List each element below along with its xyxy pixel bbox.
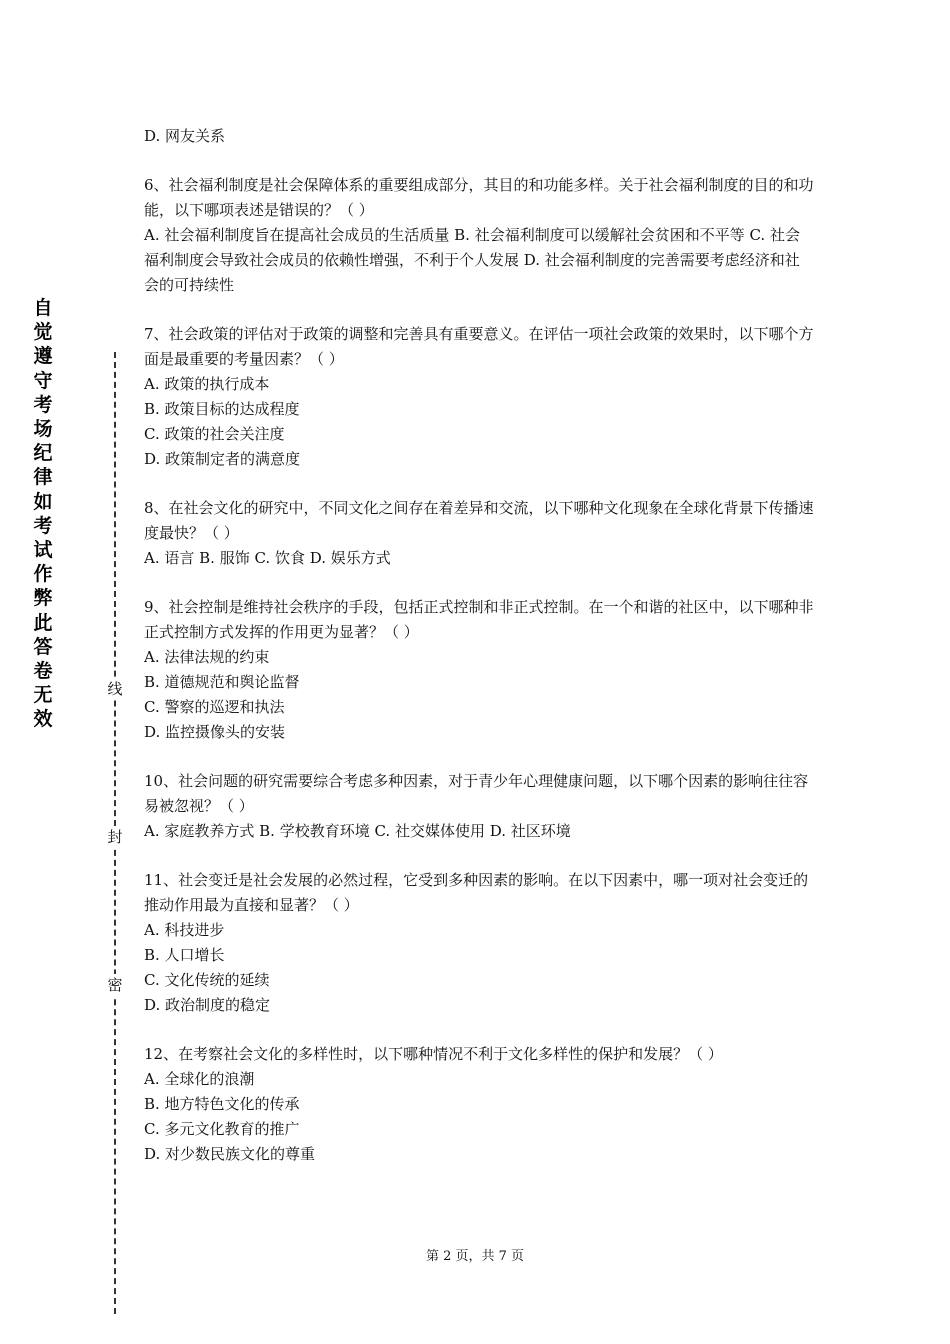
option-b: B. 地方特色文化的传承 bbox=[144, 1095, 300, 1113]
option-c: C. 多元文化教育的推广 bbox=[144, 1120, 300, 1138]
option-a: A. 科技进步 bbox=[144, 921, 225, 939]
binding-mark-seal: 封 bbox=[105, 826, 125, 848]
page-number-footer: 第 2 页，共 7 页 bbox=[425, 1249, 525, 1264]
question-stem: 12、在考察社会文化的多样性时，以下哪种情况不利于文化多样性的保护和发展？（ ） bbox=[144, 1045, 723, 1063]
question-content bbox=[144, 124, 814, 1191]
option-d: D. 政策制定者的满意度 bbox=[144, 450, 301, 468]
option-a: A. 政策的执行成本 bbox=[144, 375, 270, 393]
question-10 bbox=[144, 769, 814, 844]
option-b: B. 政策目标的达成程度 bbox=[144, 400, 300, 418]
question-stem: 7、社会政策的评估对于政策的调整和完善具有重要意义。在评估一项社会政策的效果时，以下哪个方面是最重要的考量因素？（ ） bbox=[144, 325, 814, 368]
question-11 bbox=[144, 868, 814, 1018]
option-a: A. 法律法规的约束 bbox=[144, 648, 270, 666]
binding-mark-secret: 密 bbox=[105, 974, 125, 996]
option-d: D. 政治制度的稳定 bbox=[144, 996, 271, 1014]
question-stem: 10、社会问题的研究需要综合考虑多种因素，对于青少年心理健康问题，以下哪个因素的影响往往容易被忽视？（ ） bbox=[144, 772, 809, 815]
question-options: A. 社会福利制度旨在提高社会成员的生活质量 B. 社会福利制度可以缓解社会贫困和不平等 C. 社会福利制度会导致社会成员的依赖性增强，不利于个人发展 D. 社会福利制度的完善需要考虑经济和社会的可持续性 bbox=[144, 226, 800, 294]
option-b: B. 人口增长 bbox=[144, 946, 225, 964]
option-b: B. 道德规范和舆论监督 bbox=[144, 673, 300, 691]
question-stem: 9、社会控制是维持社会秩序的手段，包括正式控制和非正式控制。在一个和谐的社区中，以下哪种非正式控制方式发挥的作用更为显著？（ ） bbox=[144, 598, 814, 641]
option-c: C. 政策的社会关注度 bbox=[144, 425, 285, 443]
exam-discipline-warning: 自觉遵守考场纪律如考试作弊此答卷无效 bbox=[33, 297, 53, 731]
question-options: A. 语言 B. 服饰 C. 饮食 D. 娱乐方式 bbox=[144, 549, 391, 567]
question-8 bbox=[144, 496, 814, 571]
option-d: D. 对少数民族文化的尊重 bbox=[144, 1145, 316, 1163]
question-6 bbox=[144, 173, 814, 298]
question-7 bbox=[144, 322, 814, 472]
question-9 bbox=[144, 595, 814, 745]
option-d: D. 监控摄像头的安装 bbox=[144, 723, 286, 741]
option-c: C. 文化传统的延续 bbox=[144, 971, 270, 989]
binding-mark-line: 线 bbox=[105, 678, 125, 700]
option-c: C. 警察的巡逻和执法 bbox=[144, 698, 285, 716]
question-stem: 6、社会福利制度是社会保障体系的重要组成部分，其目的和功能多样。关于社会福利制度的目的和功能，以下哪项表述是错误的？（ ） bbox=[144, 176, 814, 219]
option-d: D. 网友关系 bbox=[144, 127, 226, 145]
question-stem: 8、在社会文化的研究中，不同文化之间存在着差异和交流，以下哪种文化现象在全球化背景下传播速度最快？（ ） bbox=[144, 499, 814, 542]
question-stem: 11、社会变迁是社会发展的必然过程，它受到多种因素的影响。在以下因素中，哪一项对社会变迁的推动作用最为直接和显著？（ ） bbox=[144, 871, 809, 914]
question-options: A. 家庭教养方式 B. 学校教育环境 C. 社交媒体使用 D. 社区环境 bbox=[144, 822, 571, 840]
carryover-question bbox=[144, 124, 814, 149]
option-a: A. 全球化的浪潮 bbox=[144, 1070, 255, 1088]
question-12 bbox=[144, 1042, 814, 1167]
